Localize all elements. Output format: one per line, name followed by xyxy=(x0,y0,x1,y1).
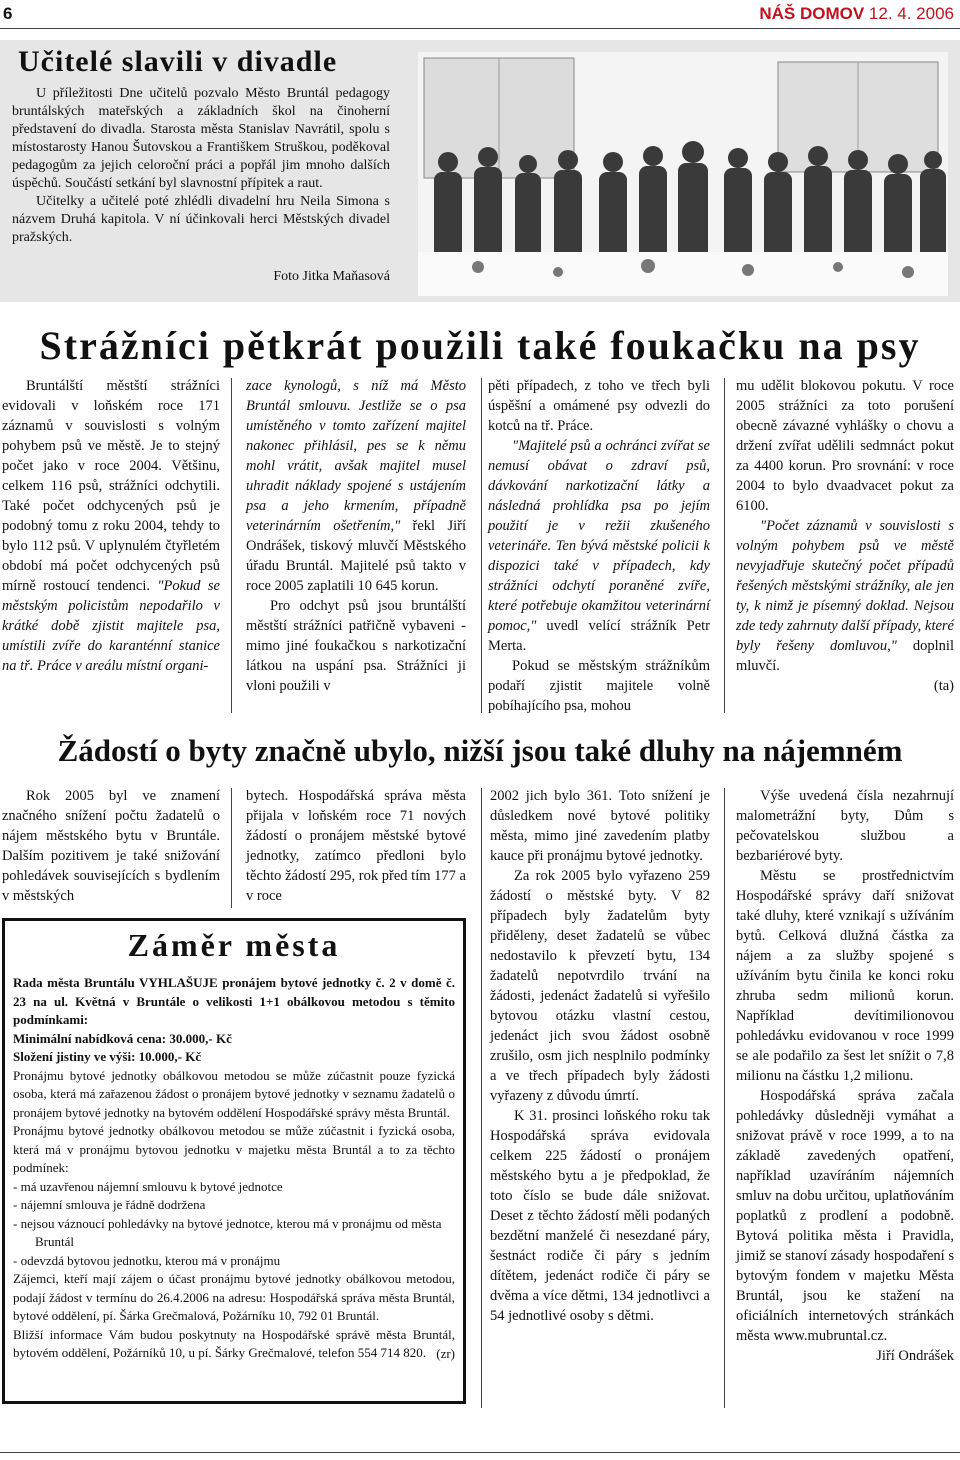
notice-min-bid: Minimální nabídková cena: 30.000,- Kč xyxy=(13,1030,232,1046)
page-number: 6 xyxy=(3,4,13,23)
article2-signature: (ta) xyxy=(933,678,954,694)
article3-col3-p2: Za rok 2005 bylo vyřazeno 259 žádostí o městské byty. V 82 případech byly žadatelům byty přiděleny, deset žadatelů se vůbec nedostavilo k převzetí bytu, 134 žadatelů nepotvrdilo trvání na žádosti, jedenáct žadatelů si vyřešilo bytovou otázku vlastní cestou, jedenáct jich svou žádost osobně zrušilo, osm jich nesplnilo podmínky a ve třech případech byly žádosti vyřazeny z důvodu úmrtí. xyxy=(490,868,710,1104)
article2-col2-text xyxy=(246,376,466,596)
article2-col3-text xyxy=(488,436,710,656)
article3-col1-text: Rok 2005 byl ve znamení značného snížení počtu žadatelů o nájem městského bytu v Bruntále. Dalším pozitivem je také snižování pohledávek souvisejících s bydlením v městských xyxy=(2,788,220,904)
footer-rule xyxy=(0,1452,960,1453)
article2-column-2 xyxy=(246,376,466,696)
article3-col2-text: bytech. Hospodářská správa města přijala v loňském roce 71 nových žádostí o pronájem městské bytové jednotky, zatímco předloni bylo těchto žádostí 295, rok před tím 177 a v roce xyxy=(246,788,466,904)
article2-col2-quote: zace kynologů, s níž má Město Bruntál smlouvu. Jestliže se o psa umístěného v tomto zařízení majitel nakonec přihlásil, pes se k němu mohl vrátit, avšak majitel musel uhradit náklady spojené s ustájením psa a jeho krmením, případně veterinárním ošetřením," xyxy=(246,378,466,534)
notice-condition: - nejsou váznoucí pohledávky na bytové jednotce, kterou má v pronájmu od města Bruntál xyxy=(13,1215,442,1249)
notice-paragraph: Pronájmu bytové jednotky obálkovou metodou se může zúčastnit pouze fyzická osoba, která má zařazenou žádost o pronájem bytové jednotky v seznamu žadatelů o pronájem bytové jednotky na bytovém oddělení Hospodářské správy města Bruntál. xyxy=(13,1067,455,1120)
article2-col4-text xyxy=(736,516,954,676)
column-rule xyxy=(231,788,232,908)
masthead xyxy=(759,4,954,24)
article1-body xyxy=(12,85,390,247)
article2-col1-p1: Bruntálští městští strážníci evidovali v loňském roce 171 záznamů v souvislosti s volným pohybem psů ve městě. Je to stejný počet jako v roce 2004. Většinu, celkem 116 psů, strážníci odchytili. Také počet odchycených psů je podobný tomu z roku 2004, tehdy to bylo 112 psů. V uplynulém čtyřletém období má počet odchycených psů mírně rostoucí tendenci. xyxy=(2,378,220,594)
article3-column-2 xyxy=(246,786,466,906)
article3-column-4 xyxy=(736,786,954,1366)
notice-deposit: Složení jistiny ve výši: 10.000,- Kč xyxy=(13,1049,202,1064)
article2-col4-attribution: doplnil mluvčí. xyxy=(736,638,954,674)
article3-title: Žádostí o byty značně ubylo, nižší jsou také dluhy na nájemném xyxy=(57,733,903,768)
article3-column-3 xyxy=(490,786,710,1326)
municipal-notice-box xyxy=(2,918,466,1404)
article2-col3-attribution: uvedl velící strážník Petr Merta. xyxy=(488,618,710,654)
notice-condition: - nájemní smlouva je řádně dodržena xyxy=(13,1197,206,1212)
issue-date: 12. 4. 2006 xyxy=(868,4,954,23)
article2-col4-p1: mu udělit blokovou pokutu. V roce 2005 strážníci za toto porušení obecně závazné vyhlášky o chovu a držení zvířat udělili sedmnáct pokut za 4400 korun. Pro srovnání: v roce 2004 to bylo dvaadvacet pokut za 6100. xyxy=(736,378,954,514)
newspaper-name: NÁŠ DOMOV xyxy=(759,4,865,23)
column-rule xyxy=(724,378,725,713)
article3-col4-p2: Městu se prostřednictvím Hospodářské správy daří snižovat také dluhy, které vznikají s užíváním bytů. Celková dlužná částka za nájem a za služby spojené s užíváním bytu činila ke konci roku zhruba sedm milionů korun. Například devítimilionovou pohledávku evidovanou v roce 1999 se ale podařilo za šest let snížit o 7,8 milionu na částku 1,2 milionu. xyxy=(736,868,954,1084)
notice-paragraph: Pronájmu bytové jednotky obálkovou metodou se může zúčastnit i fyzická osoba, která má v pronájmu bytovou jednotku v majetku města Bruntál a to za těchto podmínek: xyxy=(13,1123,455,1175)
notice-condition: - má uzavřenou nájemní smlouvu k bytové jednotce xyxy=(13,1178,283,1194)
notice-title: Záměr města xyxy=(127,927,341,963)
column-rule xyxy=(481,378,482,713)
article2-column-4 xyxy=(736,376,954,696)
article1-paragraph: Učitelky a učitelé poté zhlédli divadelní hru Neila Simona s názvem Druhá kapitola. V ní účinkovali herci Městských divadel pražských. xyxy=(12,194,390,245)
notice-paragraph: Bližší informace Vám budou poskytnuty na Hospodářské správě města Bruntál, bytovém oddělení, Požárníků 10, u pí. Šárky Grečmalové, telefon 554 714 820. xyxy=(13,1326,455,1360)
notice-intro: Rada města Bruntálu VYHLAŠUJE pronájem bytové jednotky č. 2 v domě č. 23 na ul. Květná v Bruntále o velikosti 1+1 obálkovou metodou s těmito podmínkami: xyxy=(13,975,455,1027)
article3-col4-p3: Hospodářská správa začala pohledávky důsledněji vymáhat a snižovat právě v roce 1999, a to na základě zavedených opatření, například uzavíráním nájemních smluv na dobu určitou, uplatňováním poplatků z prodlení a podobně. Bytová politika města i Pravidla, jimiž se stanoví zásady hospodaření s bytovým fondem v majetku Města Bruntál, jsou ke stažení na oficiálních internetových stránkách města www.mubruntal.cz. xyxy=(736,1088,954,1344)
article2-title: Strážníci pětkrát použili také foukačku na psy xyxy=(39,323,921,368)
article2-col2-attribution: řekl Jiří Ondrášek, tiskový mluvčí Městského úřadu Bruntál. Majitelé psů takto v roce 2005 zaplatili 10 645 korun. xyxy=(246,518,466,594)
notice-paragraph: Zájemci, kteří mají zájem o účast pronájmu bytové jednotky obálkovou metodou, podají žádost v termínu do 26.4.2006 na adresu: Hospodářská správa města Bruntál, bytové oddělení, pí. Šárka Grečmalová, Požárníku 10, 792 01 Bruntál. xyxy=(13,1271,455,1323)
teachers-reception-photo xyxy=(418,52,948,296)
column-rule xyxy=(231,378,232,713)
article2-col1-p2: "Pokud se městským policistům nepodařilo v krátké době zjistit majitele psa, umístili zvíře do karanténní stanice na tř. Práce v areálu místní organi- xyxy=(2,578,220,674)
header-rule xyxy=(0,28,960,29)
photo-table xyxy=(418,252,948,296)
notice-condition: - odevzdá bytovou jednotku, kterou má v pronájmu xyxy=(13,1252,281,1268)
article2-column-3 xyxy=(488,376,710,716)
column-rule xyxy=(724,788,725,1408)
article3-col3-p3: K 31. prosinci loňského roku tak Hospodářská správa evidovala celkem 225 žádostí o pronájem městského bytu a je předpoklad, že toto číslo se bude dále snižovat. Deset z těchto žádostí měli podaných bezdětní manželé či nesezdané páry, šestnáct rodiče či páry s jedním dítětem, jedenáct rodiče či páry se dvěma a více dětmi, 134 jednotlivci a 54 jednotlivé osoby s dětmi. xyxy=(490,1108,710,1324)
article3-col3-p1: 2002 jich bylo 361. Toto snížení je důsledkem nové bytové politiky města, mimo jiné zavedením platby kauce při pronájmu bytové jednotky. xyxy=(490,788,710,864)
article2-col3-quote: "Majitelé psů a ochránci zvířat se nemusí obávat o zdraví psů, dávkování narkotizační látky a následná prohlídka psa po jejím použití je v režii zkušeného veterináře. Ten bývá městské policii k dispozici také v případech, kdy strážníci odchytí poraněné zvíře, které potřebuje okamžitou veterinární pomoc," xyxy=(488,438,710,634)
article3-author: Jiří Ondrášek xyxy=(876,1348,954,1364)
article2-col2-p2: Pro odchyt psů jsou bruntálští městští strážníci patřičně vybaveni - mimo jiné foukačkou s narkotizační látkou na uspání psa. Strážníci ji vloni použili v xyxy=(246,598,466,694)
article2-col3-p3: Pokud se městským strážníkům podaří zjistit majitele volně pobíhajícího psa, mohou xyxy=(488,658,710,714)
article3-col4-p1: Výše uvedená čísla nezahrnují malometrážní byty, Dům s pečovatelskou službou a bezbariérové byty. xyxy=(736,788,954,864)
photo-credit: Foto Jitka Maňasová xyxy=(273,269,390,284)
article1-title: Učitelé slavili v divadle xyxy=(18,45,338,78)
article2-col4-quote: "Počet záznamů v souvislosti s volným pohybem psů ve městě nevyjadřuje skutečný počet případů řešených městskými strážníky, ale jen ty, k nimž je písemný doklad. Nejsou zde tedy zahrnuty další případy, které byly řešeny domluvou," xyxy=(736,518,954,654)
article3-column-1 xyxy=(2,786,220,906)
article2-column-1 xyxy=(2,376,220,676)
notice-signature: (zr) xyxy=(436,1345,455,1361)
article2-col1-text xyxy=(2,376,220,676)
article2-col3-p1: pěti případech, z toho ve třech byli úspěšní a omámené psy odvezli do kotců na tř. Práce. xyxy=(488,378,710,434)
article1-paragraph: U příležitosti Dne učitelů pozvalo Město Bruntál pedagogy bruntálských mateřských a základních škol na činoherní představení do divadla. Starosta města Stanislav Navrátil, spolu s místostarosty Hanou Šutovskou a Františkem Struškou, poděkoval pedagogům za jejich celoroční práci a popřál jim mnoho dalších úspěchů. Součástí setkání byl slavnostní přípitek a raut. xyxy=(12,86,390,191)
column-rule xyxy=(481,788,482,1408)
